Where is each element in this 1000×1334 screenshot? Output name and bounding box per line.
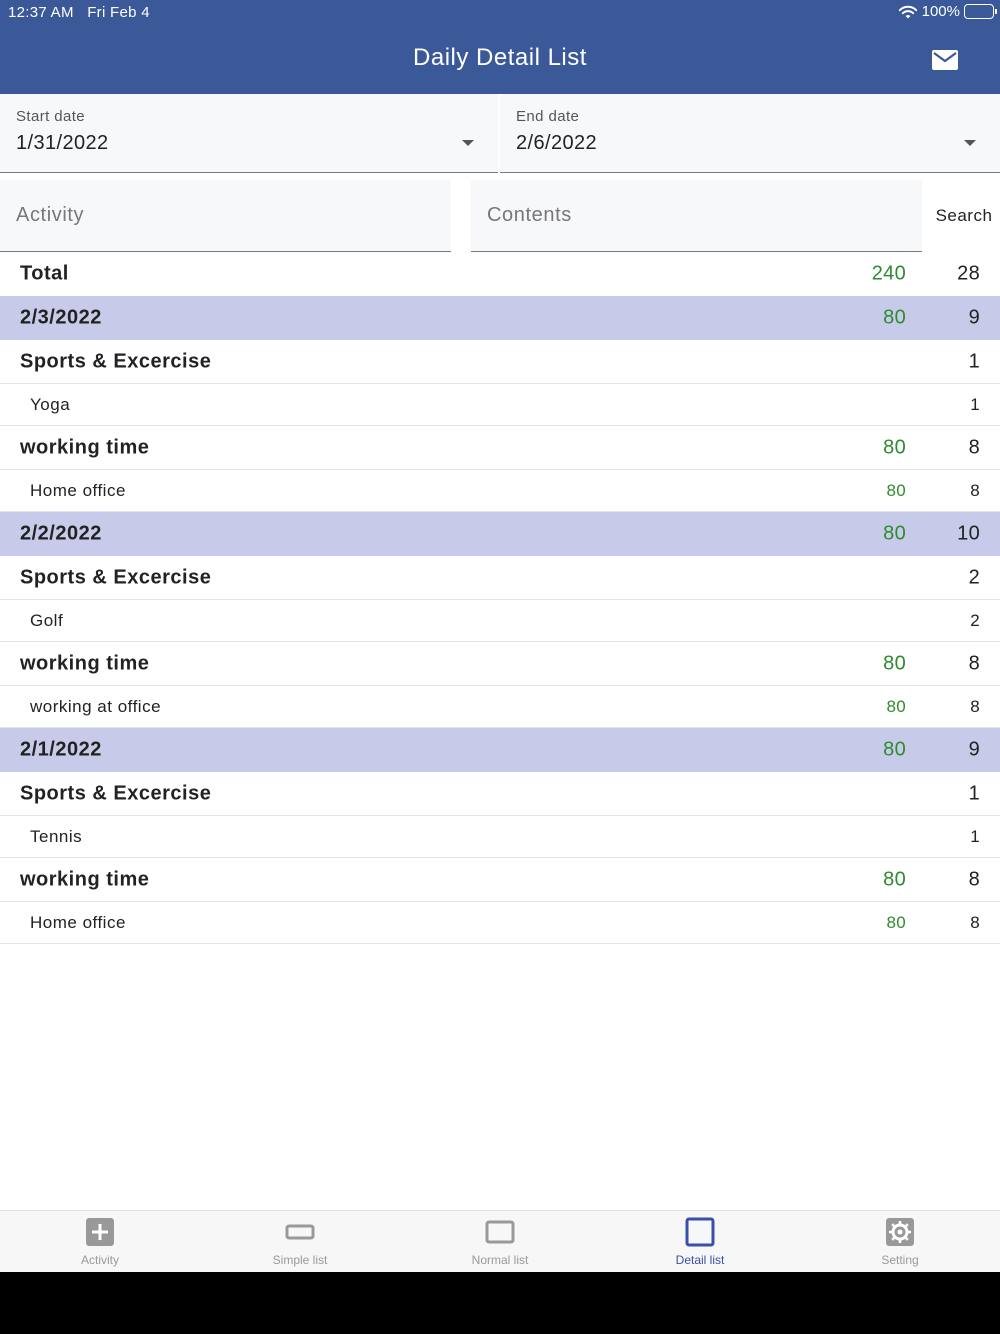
total-count: 28 xyxy=(957,262,980,285)
total-label: Total xyxy=(20,262,69,285)
category-row-count: 1 xyxy=(968,350,980,372)
status-clock: 12:37 AM xyxy=(8,4,74,21)
battery-percent: 100% xyxy=(921,3,960,20)
end-date-value: 2/6/2022 xyxy=(516,132,598,154)
item-row[interactable] xyxy=(0,686,1000,728)
wifi-icon xyxy=(898,4,918,20)
category-row[interactable] xyxy=(0,772,1000,816)
page-title: Daily Detail List xyxy=(413,44,587,71)
item-row-count: 1 xyxy=(970,394,980,414)
category-row-amount: 80 xyxy=(883,868,906,890)
category-row-count: 1 xyxy=(968,782,980,804)
item-row-count: 8 xyxy=(970,696,980,716)
item-row-count: 1 xyxy=(970,826,980,846)
item-row-name: Home office xyxy=(30,480,126,500)
item-row[interactable] xyxy=(0,902,1000,944)
start-date-value: 1/31/2022 xyxy=(16,132,109,154)
category-row-count: 8 xyxy=(968,652,980,674)
date-row-name: 2/2/2022 xyxy=(20,522,102,545)
plus-square-icon xyxy=(85,1217,115,1247)
status-time xyxy=(8,4,150,21)
category-row[interactable] xyxy=(0,426,1000,470)
tab-normal-list[interactable] xyxy=(400,1211,600,1272)
category-row-name: Sports & Excercise xyxy=(20,566,212,588)
category-row[interactable] xyxy=(0,556,1000,600)
category-row-name: Sports & Excercise xyxy=(20,782,212,804)
item-row[interactable] xyxy=(0,384,1000,426)
item-row-count: 8 xyxy=(970,912,980,932)
search-button[interactable]: Search xyxy=(935,206,993,225)
date-row[interactable] xyxy=(0,728,1000,772)
category-row[interactable] xyxy=(0,642,1000,686)
app-header xyxy=(0,0,1000,94)
tab-label: Simple list xyxy=(272,1253,328,1267)
category-row-name: working time xyxy=(20,652,150,674)
item-row-name: Yoga xyxy=(30,394,71,414)
item-row-count: 8 xyxy=(970,480,980,500)
category-row-count: 8 xyxy=(968,436,980,458)
category-row[interactable] xyxy=(0,340,1000,384)
mail-button[interactable] xyxy=(924,40,966,80)
tab-detail-list[interactable] xyxy=(600,1211,800,1272)
date-range xyxy=(0,94,1000,174)
detail-list-icon xyxy=(685,1217,715,1247)
category-row-amount: 80 xyxy=(883,436,906,458)
tab-label: Activity xyxy=(80,1253,119,1267)
end-date-label: End date xyxy=(516,108,580,125)
start-date-picker[interactable] xyxy=(0,94,498,173)
item-row-amount: 80 xyxy=(886,912,906,932)
category-row-name: working time xyxy=(20,436,150,458)
detail-list xyxy=(0,252,1000,944)
item-row-name: working at office xyxy=(30,696,162,716)
start-date-label: Start date xyxy=(16,108,86,125)
activity-filter-input[interactable] xyxy=(0,180,451,252)
date-row-name: 2/1/2022 xyxy=(20,738,102,761)
contents-filter-input[interactable] xyxy=(471,180,922,252)
category-row[interactable] xyxy=(0,858,1000,902)
search-filters xyxy=(0,180,1000,252)
total-amount: 240 xyxy=(871,262,906,285)
category-row-name: Sports & Excercise xyxy=(20,350,212,372)
tab-activity[interactable] xyxy=(0,1211,200,1272)
simple-list-icon xyxy=(285,1217,315,1247)
tab-label: Normal list xyxy=(471,1253,529,1267)
battery-icon xyxy=(964,4,994,19)
mail-icon xyxy=(932,50,958,70)
tab-bar xyxy=(0,1210,1000,1272)
date-row-count: 9 xyxy=(968,306,980,329)
date-row-count: 10 xyxy=(957,522,980,545)
date-row-amount: 80 xyxy=(883,522,906,545)
item-row-name: Golf xyxy=(30,610,64,630)
item-row-amount: 80 xyxy=(886,696,906,716)
category-row-name: working time xyxy=(20,868,150,890)
end-date-picker[interactable] xyxy=(500,94,1000,173)
date-row[interactable] xyxy=(0,512,1000,556)
category-row-amount: 80 xyxy=(883,652,906,674)
date-row-amount: 80 xyxy=(883,306,906,329)
item-row[interactable] xyxy=(0,470,1000,512)
date-row-name: 2/3/2022 xyxy=(20,306,102,329)
item-row-name: Tennis xyxy=(30,826,83,846)
gear-icon xyxy=(885,1217,915,1247)
total-row xyxy=(0,252,1000,296)
tab-label: Detail list xyxy=(675,1253,725,1267)
item-row-amount: 80 xyxy=(886,480,906,500)
chevron-down-icon xyxy=(462,140,474,146)
category-row-count: 2 xyxy=(968,566,980,588)
item-row-name: Home office xyxy=(30,912,126,932)
tab-simple-list[interactable] xyxy=(200,1211,400,1272)
category-row-count: 8 xyxy=(968,868,980,890)
status-date: Fri Feb 4 xyxy=(87,4,150,21)
tab-setting[interactable] xyxy=(800,1211,1000,1272)
item-row-count: 2 xyxy=(970,610,980,630)
date-row-amount: 80 xyxy=(883,738,906,761)
item-row[interactable] xyxy=(0,600,1000,642)
chevron-down-icon xyxy=(964,140,976,146)
tab-label: Setting xyxy=(881,1253,919,1267)
date-row[interactable] xyxy=(0,296,1000,340)
status-indicators xyxy=(898,3,994,20)
item-row[interactable] xyxy=(0,816,1000,858)
date-row-count: 9 xyxy=(968,738,980,761)
normal-list-icon xyxy=(485,1217,515,1247)
